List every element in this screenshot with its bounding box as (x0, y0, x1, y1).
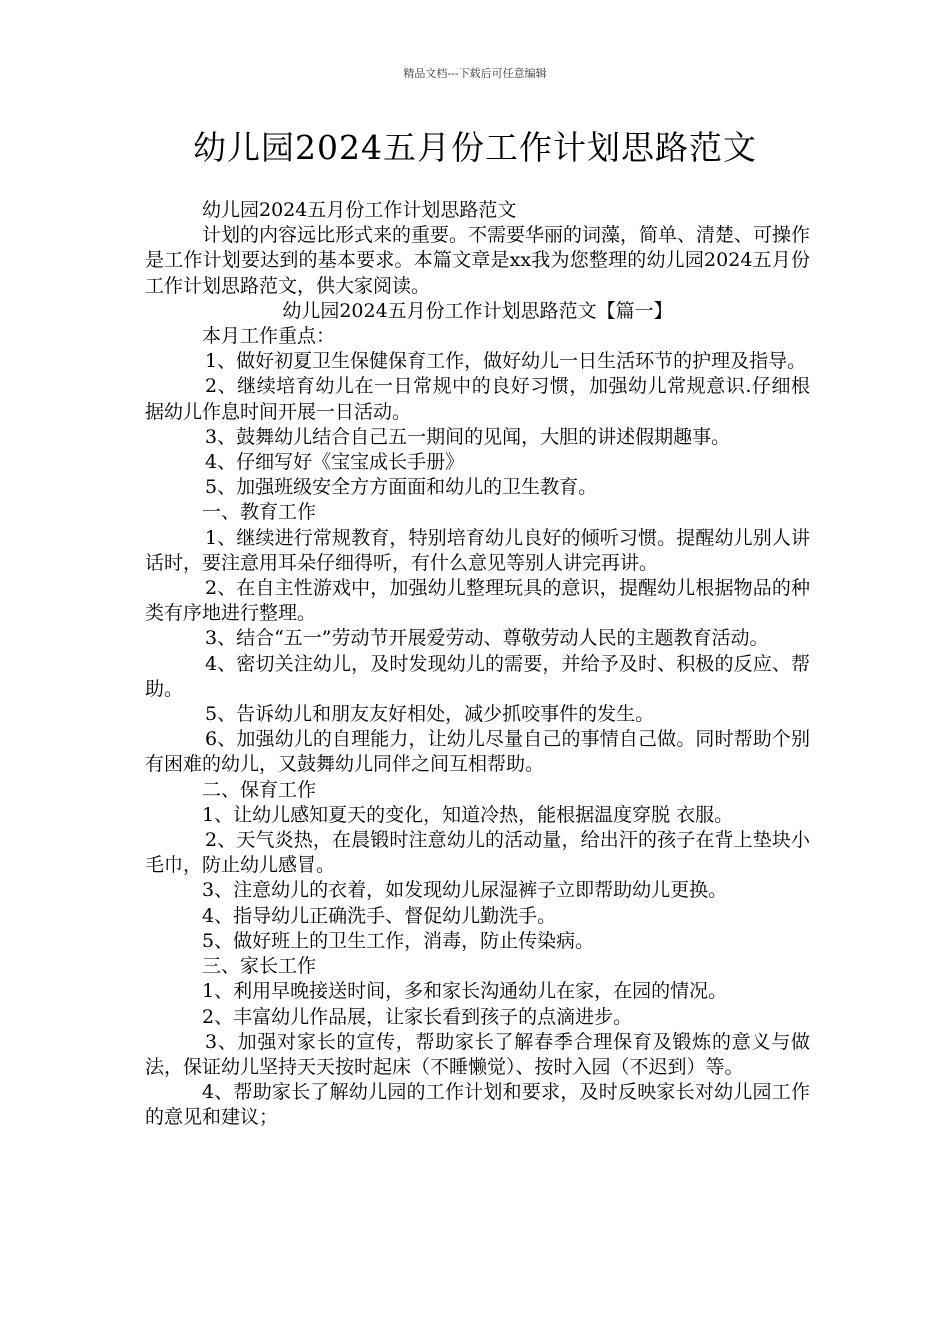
section-heading: 二、保育工作 (202, 778, 317, 801)
list-item: 1、让幼儿感知夏天的变化，知道冷热，能根据温度穿脱 衣服。 (202, 803, 734, 826)
list-item: 4、密切关注幼儿，及时发现幼儿的需要，并给予及时、积极的反应、帮助。 (145, 652, 810, 700)
list-item: 2、天气炎热，在晨锻时注意幼儿的活动量，给出汗的孩子在背上垫块小毛巾，防止幼儿感冒。 (145, 829, 810, 877)
list-item: 3、注意幼儿的衣着，如发现幼儿尿湿裤子立即帮助幼儿更换。 (202, 879, 728, 902)
list-item: 6、加强幼儿的自理能力，让幼儿尽量自己的事情自己做。同时帮助个别有困难的幼儿，又鼓舞幼儿同伴之间互相帮助。 (145, 728, 810, 776)
section-heading: 三、家长工作 (202, 955, 317, 978)
list-item: 2、在自主性游戏中，加强幼儿整理玩具的意识，提醒幼儿根据物品的种类有序地进行整理。 (145, 577, 810, 625)
list-item: 5、告诉幼儿和朋友友好相处，减少抓咬事件的发生。 (205, 703, 655, 726)
list-item: 3、结合“五一”劳动节开展爱劳动、尊敬劳动人民的主题教育活动。 (205, 627, 769, 650)
list-item: 5、做好班上的卫生工作，消毒，防止传染病。 (202, 929, 595, 952)
list-item: 4、指导幼儿正确洗手、督促幼儿勤洗手。 (202, 904, 557, 927)
section-heading: 一、教育工作 (202, 501, 317, 524)
paragraph: 本月工作重点： (202, 325, 336, 348)
list-item: 4、帮助家长了解幼儿园的工作计划和要求，及时反映家长对幼儿园工作的意见和建议； (145, 1081, 810, 1129)
section-heading: 幼儿园2024五月份工作计划思路范文【篇一】 (282, 299, 673, 322)
page-header-note: 精品文档---下载后可任意编辑 (403, 67, 547, 80)
paragraph: 计划的内容远比形式来的重要。不需要华丽的词藻，简单、清楚、可操作是工作计划要达到的基本要求。本篇文章是xx我为您整理的幼儿园2024五月份工作计划思路范文，供大家阅读。 (145, 224, 811, 297)
document-title: 幼儿园2024五月份工作计划思路范文 (193, 128, 757, 167)
list-item: 2、丰富幼儿作品展，让家长看到孩子的点滴进步。 (202, 1005, 633, 1028)
list-item: 3、加强对家长的宣传，帮助家长了解春季合理保育及锻炼的意义与做法，保证幼儿坚持天天按时起床（不睡懒觉）、按时入园（不迟到）等。 (145, 1030, 810, 1078)
list-item: 5、加强班级安全方方面面和幼儿的卫生教育。 (205, 476, 598, 499)
list-item: 4、仔细写好《宝宝成长手册》 (205, 451, 465, 474)
list-item: 1、利用早晚接送时间，多和家长沟通幼儿在家，在园的情况。 (202, 980, 728, 1003)
list-item: 1、继续进行常规教育，特别培育幼儿良好的倾听习惯。提醒幼儿别人讲话时，要注意用耳朵仔细得听，有什么意见等别人讲完再讲。 (145, 526, 810, 574)
paragraph: 幼儿园2024五月份工作计划思路范文 (202, 199, 517, 221)
list-item: 3、鼓舞幼儿结合自己五一期间的见闻，大胆的讲述假期趣事。 (205, 425, 731, 448)
document-body (145, 198, 810, 1131)
list-item: 1、做好初夏卫生保健保育工作，做好幼儿一日生活环节的护理及指导。 (205, 350, 807, 373)
list-item: 2、继续培育幼儿在一日常规中的良好习惯，加强幼儿常规意识.仔细根据幼儿作息时间开展一日活动。 (145, 375, 810, 423)
